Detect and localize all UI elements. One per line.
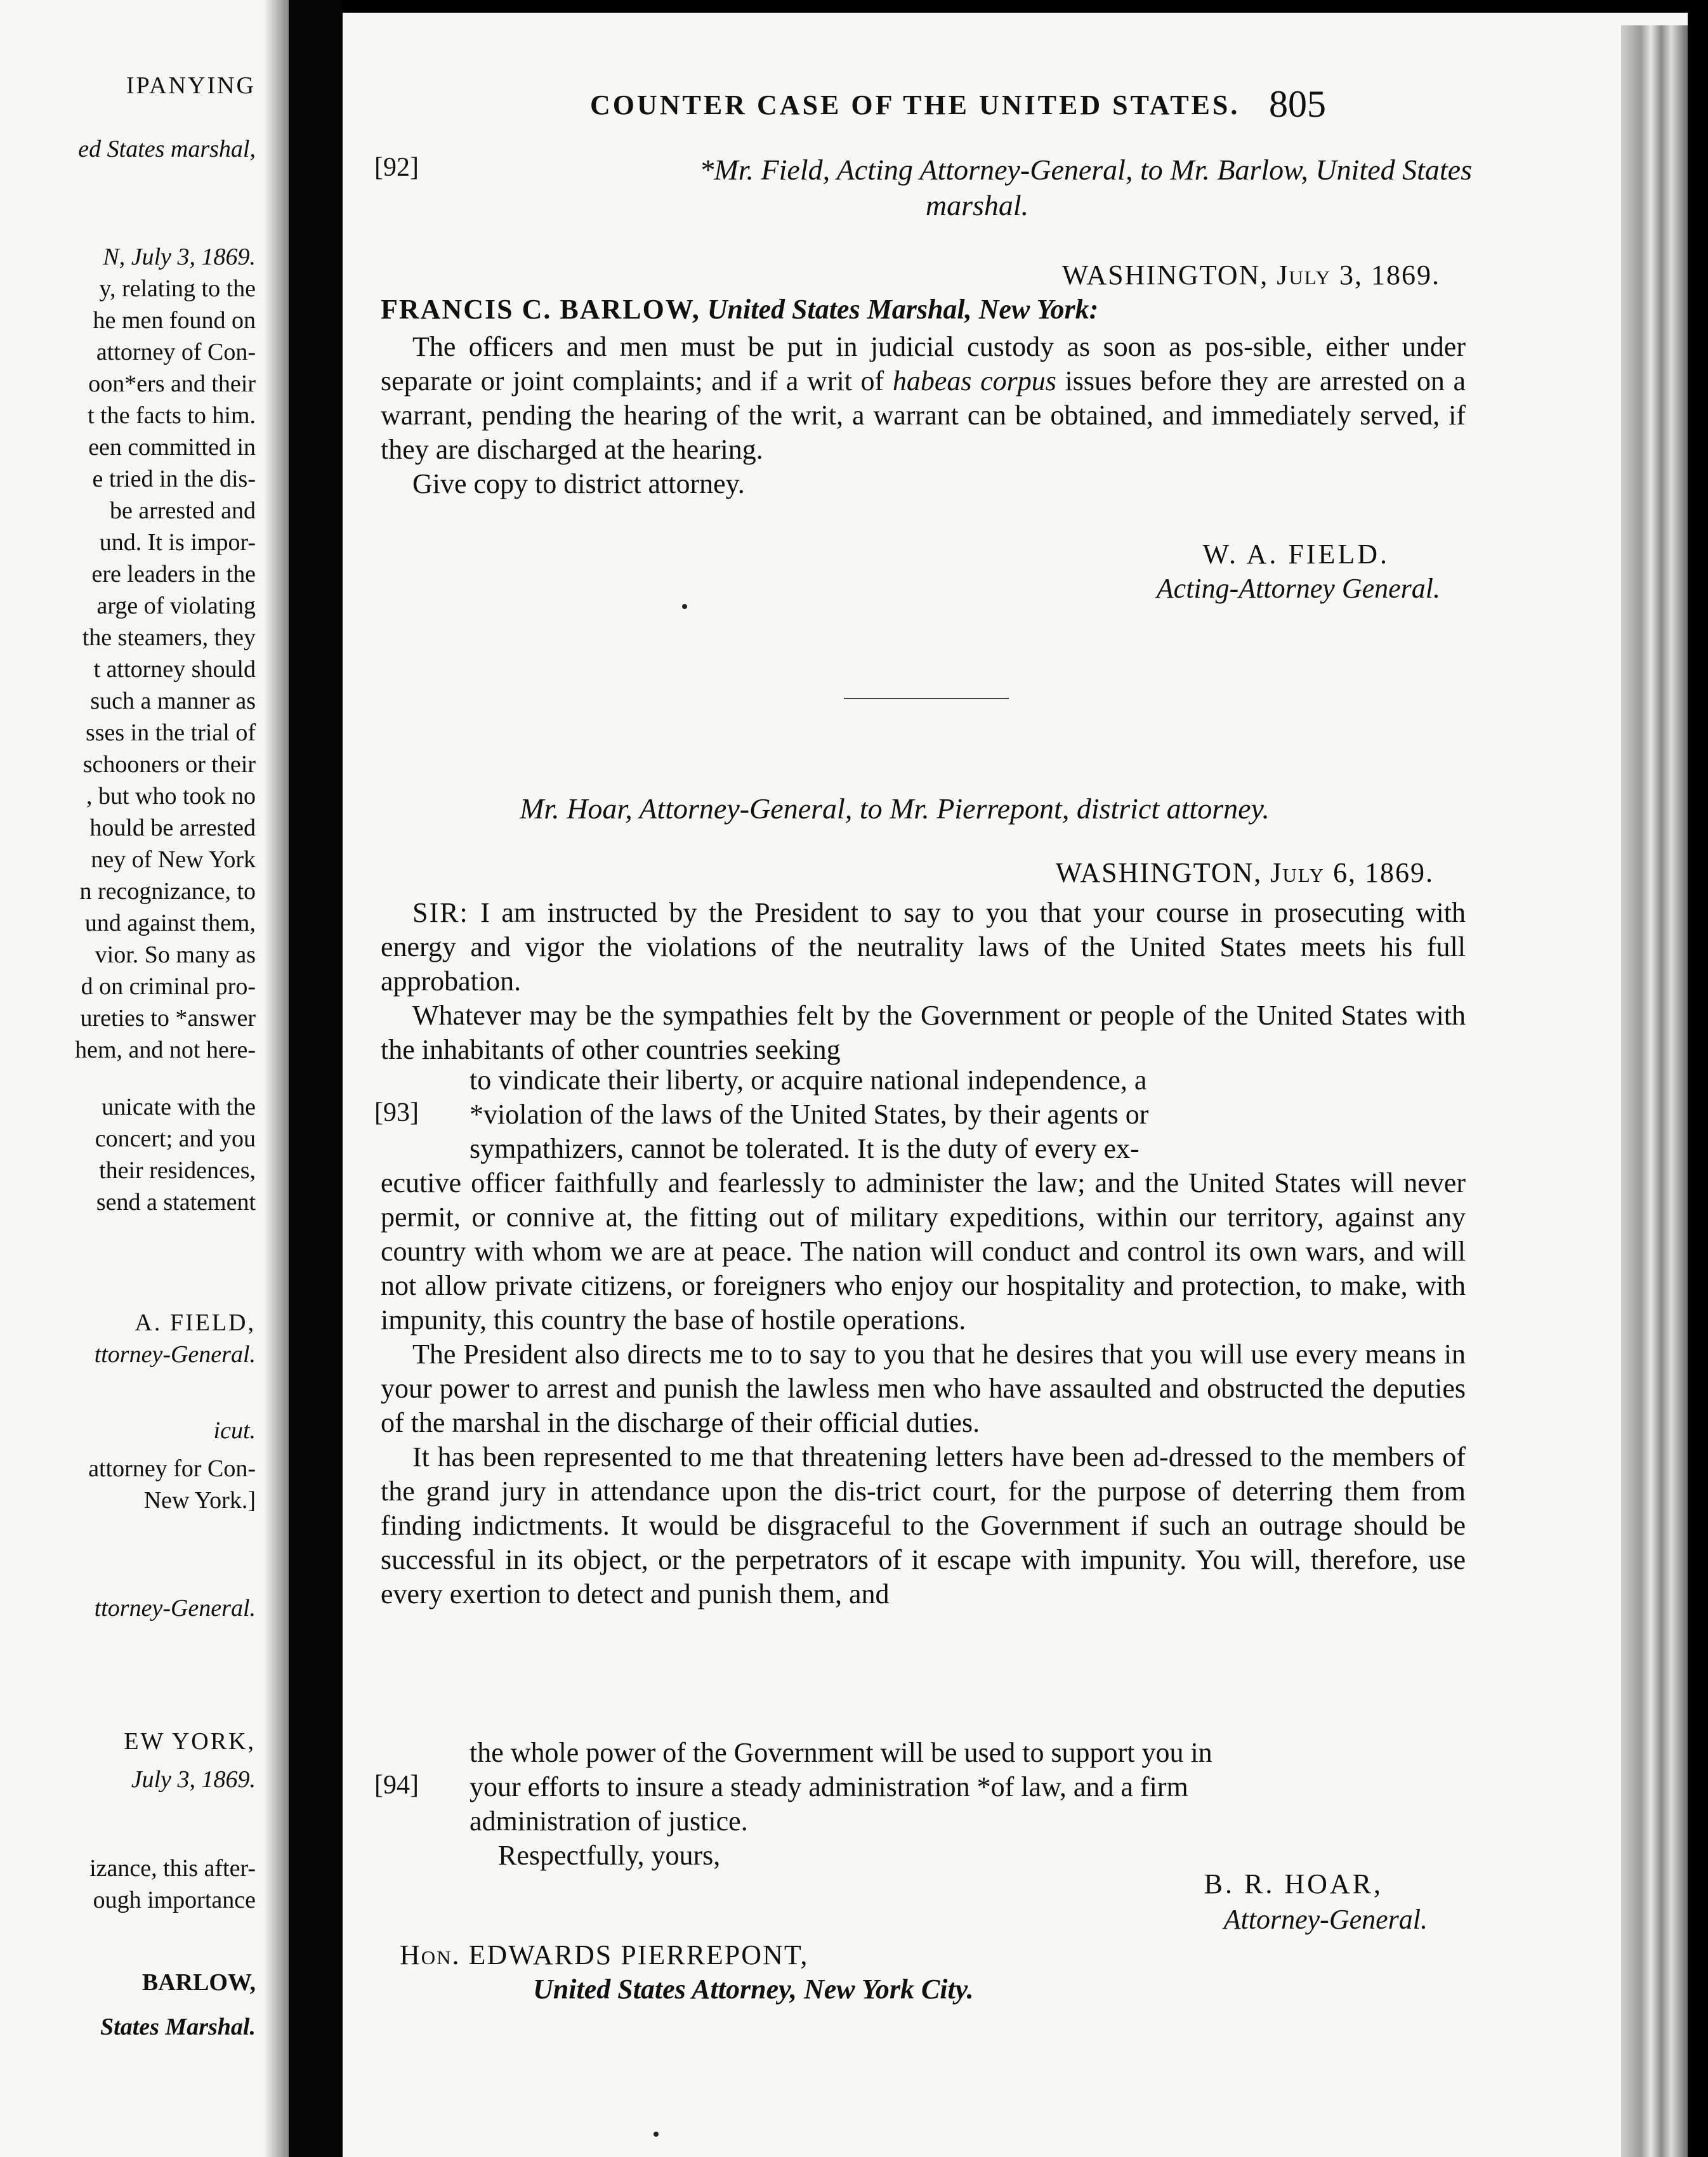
print-speck xyxy=(654,2132,659,2137)
left-page-line: e tried in the dis- xyxy=(92,466,256,492)
left-page-line: , but who took no xyxy=(86,783,256,810)
left-page-line: hem, and not here- xyxy=(75,1037,256,1063)
left-page-line: IPANYING xyxy=(126,72,256,99)
letter1-signature-title: Acting-Attorney General. xyxy=(1156,573,1440,604)
letter2-heading: Mr. Hoar, Attorney-General, to Mr. Pierrepont, district attorney. xyxy=(520,792,1270,825)
letter2-body-indented-2 xyxy=(470,1736,1466,1873)
letter1-paragraph-2: Give copy to district attorney. xyxy=(412,468,745,499)
book-gutter xyxy=(289,0,343,2157)
marginal-ref-92: [92] xyxy=(374,153,419,182)
page-fold-shadow xyxy=(263,0,289,2157)
left-page-line: izance, this after- xyxy=(89,1855,256,1882)
letter1-addressee xyxy=(381,293,1466,325)
left-page-line: BARLOW, xyxy=(141,1969,256,1996)
left-page-line: t attorney should xyxy=(93,656,256,683)
left-page-line: concert; and you xyxy=(95,1125,256,1152)
left-page-line: attorney for Con- xyxy=(88,1455,256,1482)
left-page-line: he men found on xyxy=(93,307,256,334)
left-page-line: d on criminal pro- xyxy=(81,973,256,1000)
letter2-closing: Respectfully, yours, xyxy=(498,1840,721,1871)
page-header xyxy=(590,82,1326,133)
letter2-dateline-text: WASHINGTON, July 6, 1869. xyxy=(1055,857,1434,888)
letter1-paragraph-1 xyxy=(381,330,1466,467)
letter1-dateline xyxy=(381,259,1440,291)
left-page-line: ttorney-General. xyxy=(94,1341,256,1368)
letter1-signature-name: W. A. FIELD. xyxy=(1202,539,1389,570)
running-head: COUNTER CASE OF THE UNITED STATES. xyxy=(590,89,1240,121)
left-page-line: unicate with the xyxy=(102,1094,256,1120)
letter1-heading-line2: marshal. xyxy=(925,189,1029,221)
letter1-addressee-name: FRANCIS C. BARLOW, xyxy=(381,294,700,325)
letter2-paragraph-4a: It has been represented to me that threatening letters have been ad-dressed to the members of the grand jury in attendance upon the dis-trict court, for the purpose of deterring them from finding indictments. It would be disgraceful to the Government if such an outrage should be successful in its object, or the perpetrators of it escape with impunity. You will, therefore, use every exertion to detect and punish them, and xyxy=(381,1441,1466,1610)
letter2-addressee-name-text: Hon. EDWARDS PIERREPONT, xyxy=(400,1939,809,1970)
letter2-paragraph-3: The President also directs me to to say to you that he desires that you will use every means in your power to arrest and punish the lawless men who have assaulted and obstructed the deputies of the marshal in the discharge of their official duties. xyxy=(381,1339,1466,1438)
letter2-paragraph-4d: administration of justice. xyxy=(470,1806,748,1837)
letter2-signature-name: B. R. HOAR, xyxy=(1204,1868,1383,1899)
left-page-line: t the facts to him. xyxy=(88,402,256,429)
left-page-line: und. It is impor- xyxy=(99,529,256,556)
letter2-signature-title: Attorney-General. xyxy=(1223,1904,1428,1935)
letter2-paragraph-2a: Whatever may be the sympathies felt by the Government or people of the United States with the inhabitants of other countries seeking xyxy=(381,1000,1466,1065)
page-number: 805 xyxy=(1269,83,1326,125)
letter2-paragraph-2e: ecutive officer faithfully and fearlessly to administer the law; and the United States will never permit, or connive at, the fitting out of military expeditions, within our territory, against any country with whom we are at peace. The nation will conduct and control its own wars, and will not allow private citizens, or foreigners who enjoy our hospitality and protection, to make, with impunity, this country the base of hostile operations. xyxy=(381,1167,1466,1335)
left-page-line: July 3, 1869. xyxy=(131,1766,256,1793)
left-page-line: send a statement xyxy=(96,1189,256,1216)
letter2-addressee-title: United States Attorney, New York City. xyxy=(533,1974,974,2005)
left-page-line: the steamers, they xyxy=(82,624,256,651)
left-page-line: hould be arrested xyxy=(89,815,256,841)
left-page-line: n recognizance, to xyxy=(79,878,256,905)
letter2-body-middle xyxy=(381,1166,1466,1611)
previous-page-fragment xyxy=(0,0,289,2157)
left-page-line: ney of New York xyxy=(91,846,256,873)
letter2-dateline xyxy=(381,856,1434,889)
letter1-p1-text-a: The officers and men must be put in judicial custody as soon as pos-sible, either under separate or joint complaints; and if a writ of xyxy=(381,331,1466,397)
left-page-line: ureties to *answer xyxy=(80,1005,256,1032)
letter1-p1-text-b: issues before they are arrested on a warrant, pending the hearing of the writ, a warrant can be obtained, and immediately served, if they are discharged at the hearing. xyxy=(381,365,1466,465)
letter2-paragraph-2d: sympathizers, cannot be tolerated. It is the duty of every ex- xyxy=(470,1133,1140,1164)
letter2-paragraph-4c: your efforts to insure a steady administration *of law, and a firm xyxy=(470,1771,1188,1802)
left-page-line: N, July 3, 1869. xyxy=(103,244,256,270)
left-page-line: ere leaders in the xyxy=(91,561,256,587)
letter2-addressee-name xyxy=(400,1939,1485,1971)
letter2-paragraph-2c: *violation of the laws of the United States, by their agents or xyxy=(470,1099,1149,1130)
marginal-ref-94: [94] xyxy=(374,1771,419,1800)
left-page-line: een committed in xyxy=(88,434,256,461)
left-page-line: EW YORK, xyxy=(124,1728,256,1755)
letter1-heading xyxy=(482,152,1472,223)
left-page-line: icut. xyxy=(213,1417,256,1444)
left-page-line: ttorney-General. xyxy=(94,1595,256,1622)
left-page-line: be arrested and xyxy=(110,497,256,524)
left-page-line: arge of violating xyxy=(96,593,256,619)
left-page-line: such a manner as xyxy=(90,688,256,714)
left-page-line: y, relating to the xyxy=(99,275,256,302)
left-page-line: A. FIELD, xyxy=(135,1309,256,1336)
left-page-line: oon*ers and their xyxy=(88,370,256,397)
section-divider xyxy=(844,698,1009,699)
letter2-paragraph-1 xyxy=(381,896,1466,999)
letter1-heading-line1: *Mr. Field, Acting Attorney-General, to Mr. Barlow, United States xyxy=(699,154,1472,186)
letter1-dateline-text: WASHINGTON, July 3, 1869. xyxy=(1061,259,1440,291)
left-page-line: sses in the trial of xyxy=(85,719,256,746)
habeas-corpus-term: habeas corpus xyxy=(892,365,1056,397)
left-page-line: und against them, xyxy=(84,910,256,936)
marginal-ref-93: [93] xyxy=(374,1098,419,1127)
left-page-line: schooners or their xyxy=(82,751,256,778)
letter2-body-indented-1 xyxy=(470,1063,1466,1166)
page-edges xyxy=(1621,25,1688,2157)
letter2-body-top xyxy=(381,896,1466,1067)
letter1-body xyxy=(381,330,1466,501)
left-page-line: vior. So many as xyxy=(95,941,256,968)
print-speck xyxy=(682,604,687,609)
left-page-line: attorney of Con- xyxy=(96,339,256,365)
left-page-line: ough importance xyxy=(93,1887,256,1913)
letter2-paragraph-2b: to vindicate their liberty, or acquire national independence, a xyxy=(470,1065,1147,1096)
left-page-line: their residences, xyxy=(99,1157,256,1184)
left-page-line: States Marshal. xyxy=(100,2014,256,2040)
letter1-addressee-title: United States Marshal, New York: xyxy=(707,294,1099,325)
left-page-line: ed States marshal, xyxy=(78,136,256,162)
letter2-p1-text: I am instructed by the President to say to you that your course in prosecuting with energy and vigor the violations of the neutrality laws of the United States meets his full approbation. xyxy=(381,897,1466,997)
scan-border xyxy=(1688,0,1708,2157)
letter2-paragraph-4b: the whole power of the Government will be used to support you in xyxy=(470,1737,1212,1768)
letter2-salutation: SIR: xyxy=(412,897,469,928)
left-page-line: New York.] xyxy=(143,1487,256,1514)
